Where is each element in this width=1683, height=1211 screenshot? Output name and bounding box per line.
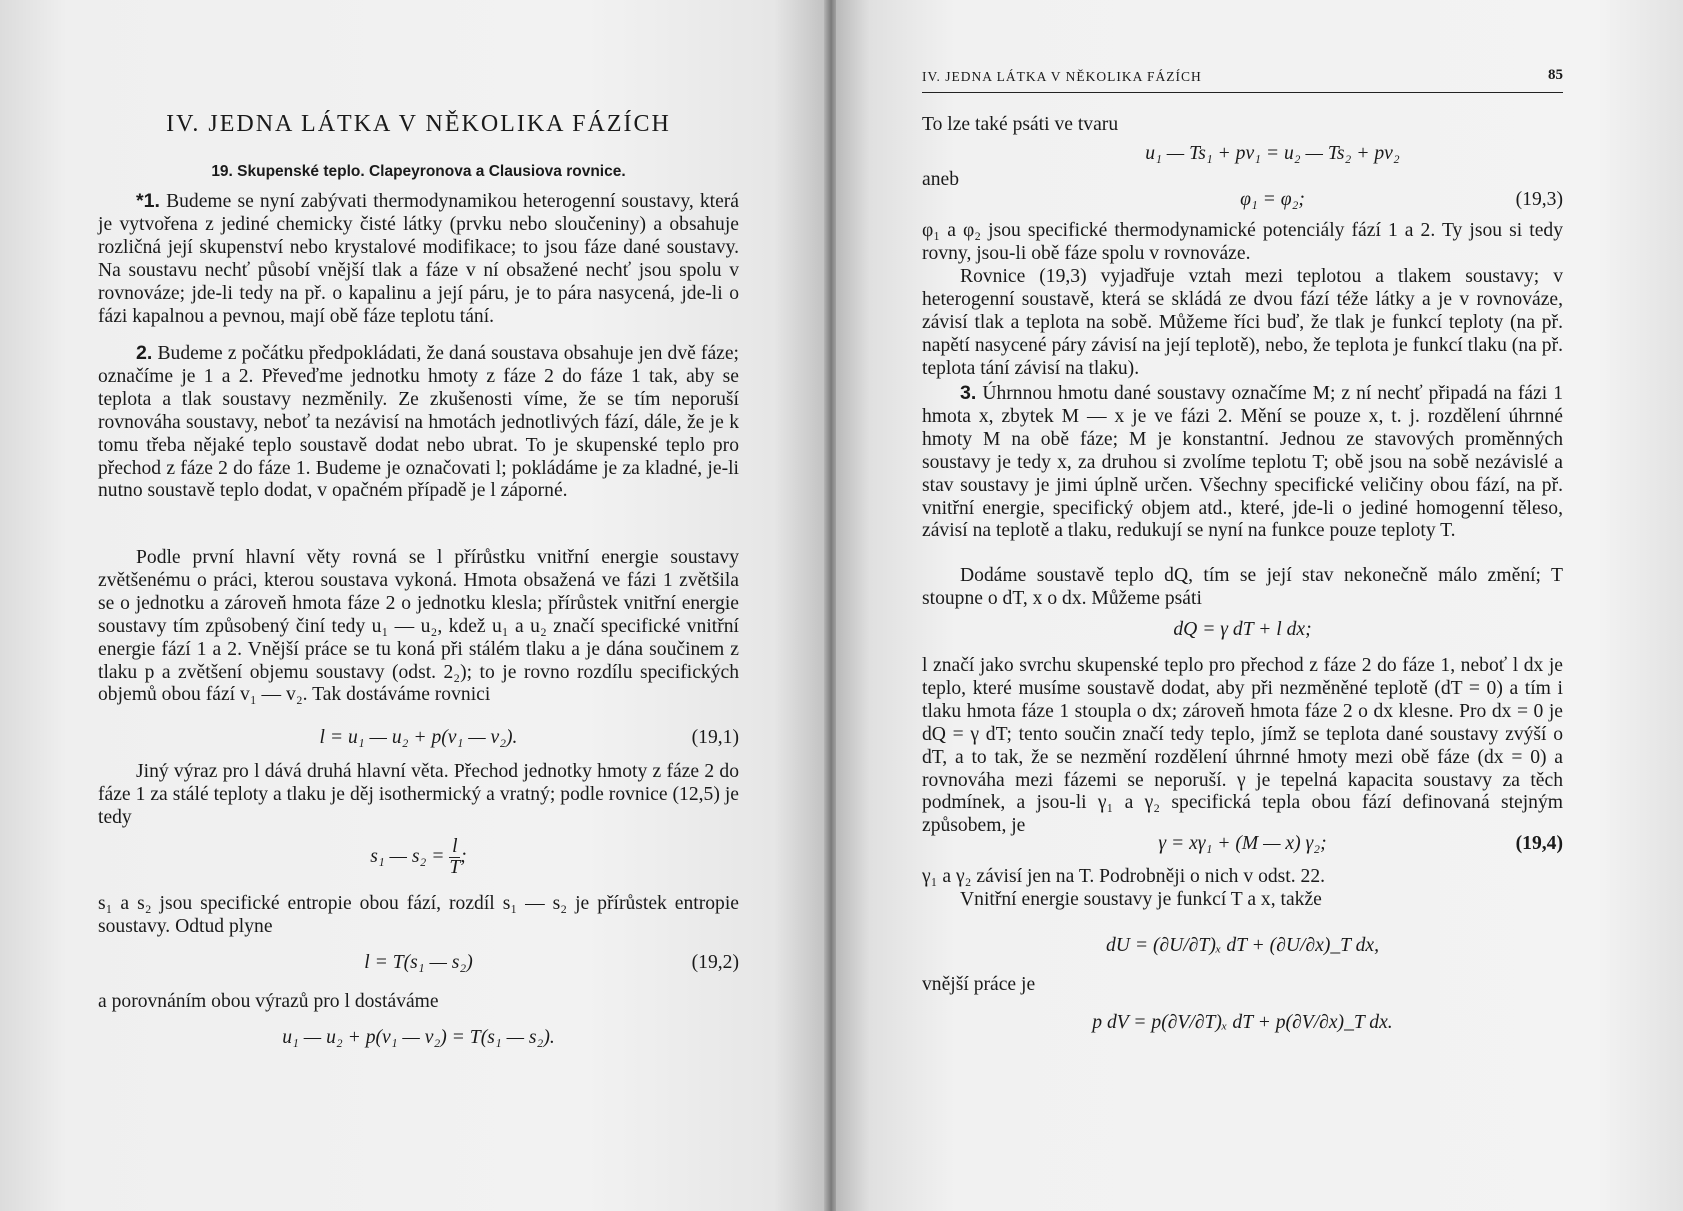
paragraph-r2: φ₁ a φ₂ jsou specifické thermodynamické potenciály fází 1 a 2. Ty jsou si tedy rovny, jsou-li obě fáze spolu v rovnováze. (922, 220, 1563, 264)
paragraph-r8: Vnitřní energie soustavy je funkcí T a x, takže (960, 889, 1322, 910)
equation-19-3: φ₁ = φ₂; (19,3) (1240, 189, 1563, 210)
chapter-title: IV. JEDNA LÁTKA V NĚKOLIKA FÁZÍCH (166, 111, 671, 137)
equation-number: (19,4) (1515, 833, 1563, 854)
paragraph-r3: Rovnice (19,3) vyjadřuje vztah mezi teplotou a tlakem soustavy; v heterogenní soustavě, která se skládá ze dvou fází téže látky a je v rovnováze, závisí tlak a teplota na sobě. Můžeme říci buď, že tlak je funkcí teploty (na př. napětí nasycené páry závisí na její teplotě), nebo, že teplota je funkcí tlaku (na př. teplota tání závisí na tlaku). (922, 266, 1563, 379)
equation-potential-expanded: u₁ — Ts₁ + pv₁ = u₂ — Ts₂ + pv₂ (1145, 143, 1400, 164)
equation-entropy: s₁ — s₂ = $\frac{l}{T}$ ; (370, 836, 467, 878)
section-title: 19. Skupenské teplo. Clapeyronova a Clausiova rovnice. (211, 163, 626, 180)
equation-combined: u₁ — u₂ + p(v₁ — v₂) = T(s₁ — s₂). (282, 1027, 555, 1048)
equation-19-1: l = u₁ — u₂ + p(v₁ — v₂). (19,1) (319, 727, 739, 748)
page-number: 85 (1548, 67, 1563, 83)
paragraph-6: a porovnáním obou výrazů pro l dostáváme (98, 991, 439, 1012)
equation-internal-energy: dU = (∂U/∂T)ₓ dT + (∂U/∂x)_T dx, (1105, 935, 1380, 956)
paragraph-r5: Dodáme soustavě teplo dQ, tím se její stav nekonečně málo změní; T stoupne o dT, x o dx. Můžeme psáti (922, 565, 1563, 609)
equation-number: (19,1) (691, 727, 739, 748)
fraction: $\frac{l}{T}$ (449, 836, 461, 878)
equation-19-4: γ = xγ₁ + (M — x) γ₂; (19,4) (1158, 833, 1563, 854)
paragraph-3: Podle první hlavní věty rovná se l přírůstku vnitřní energie soustavy zvětšenému o práci, kterou soustava vykoná. Hmota obsažená ve fázi 1 zvětšila se o jednotku a zároveň hmota fáze 2 o jednotku klesla; přírůstek vnitřní energie soustavy tím způsobený činí tedy u₁ — u₂, kdež u₁ a u₂ značí specifické vnitřní energie fází 1 a 2. Vnější práce se tu koná při stálém tlaku a je dána součinem z tlaku p a zvětšení objemu soustavy (odst. 2₂); to je rovno rozdílu specifických objemů obou fází v₁ — v₂. Tak dostáváme rovnici (98, 547, 739, 706)
paragraph-r4: 3. Úhrnnou hmotu dané soustavy označíme M; z ní nechť připadá na fázi 1 hmota x, zbytek M — x je ve fázi 2. Mění se pouze x, t. j. rozdělení úhrnné hmoty M na obě fáze; M je konstantní. Jednou ze stavových proměnných soustavy je tedy x, za druhou si zvolíme teplotu T; obě jsou na sobě nezávislé a stav soustavy je jimi úplně určen. Všechny specifické veličiny obou fází, na př. vnitřní energie, specifický objem atd., které, jde-li o jediné homogenní těleso, závisí na teplotě a tlaku, redukují se nyní na funkce pouze teploty T. (922, 382, 1563, 542)
equation-19-2: l = T(s₁ — s₂) (19,2) (364, 952, 739, 973)
equation-number: (19,3) (1515, 189, 1563, 210)
paragraph-2: 2. Budeme z počátku předpokládati, že daná soustava obsahuje jen dvě fáze; označíme je 1 a 2. Převeďme jednotku hmoty z fáze 2 do fáze 1 tak, aby se teplota a tlak soustavy nezměnily. Ze zkušenosti víme, že se tím neporuší rovnováha soustavy, neboť ta nezávisí na hmotách jednotlivých fází, dále, že je k tomu třeba nějaké teplo soustavě dodat nebo ubrat. To je skupenské teplo pro přechod z fáze 2 do fáze 1. Budeme je označovati l; pokládáme je za kladné, je-li nutno soustavě teplo dodat, v opačném případě je l záporné. (98, 342, 739, 502)
paragraph-r1: To lze také psáti ve tvaru (922, 114, 1119, 135)
paragraph-aneb: aneb (922, 169, 959, 190)
paragraph-number: 3. (960, 382, 977, 404)
paragraph-5: s₁ a s₂ jsou specifické entropie obou fází, rozdíl s₁ — s₂ je přírůstek entropie soustavy. Odtud plyne (98, 893, 739, 937)
paragraph-number: *1. (136, 190, 160, 212)
paragraph-number: 2. (136, 342, 153, 364)
equation-number: (19,2) (691, 952, 739, 973)
left-page (0, 0, 832, 1211)
paragraph-r7: γ₁ a γ₂ závisí jen na T. Podrobněji o nich v odst. 22. (922, 866, 1326, 887)
paragraph-1: *1. Budeme se nyní zabývati thermodynamikou heterogenní soustavy, která je vytvořena z jediné chemicky čisté látky (prvku nebo sloučeniny) a obsahuje rozličná její skupenství nebo krystalové modifikace; to jsou fáze dané soustavy. Na soustavu nechť působí vnější tlak a fáze v ní obsažené nechť jsou spolu v rovnováze; jde-li tedy na př. o kapalinu a její páru, je to pára nasycená, jde-li o fázi kapalnou a pevnou, mají obě fáze teplotu tání. (98, 190, 739, 327)
running-header-title: IV. JEDNA LÁTKA V NĚKOLIKA FÁZÍCH (922, 69, 1202, 84)
paragraph-r9: vnější práce je (922, 974, 1036, 995)
right-page (836, 0, 1683, 1211)
running-header (922, 66, 1563, 93)
paragraph-r6: l značí jako svrchu skupenské teplo pro přechod z fáze 2 do fáze 1, neboť l dx je teplo, které musíme soustavě dodat, aby při nezměněné teplotě (dT = 0) a tím i tlaku hmota fáze 1 stoupla o dx; zároveň hmota fáze 2 o dx klesne. Pro dx = 0 je dQ = γ dT; tento součin značí tedy teplo, jímž se teplota dané soustavy zvýší o dT, a to tak, že se nezmění rozdělení úhrnné hmoty mezi obě fáze (dx = 0) a rovnováha mezi fázemi se neporuší. γ je tepelná kapacita soustavy za těch podmínek, a jsou-li γ₁ a γ₂ specifická tepla obou fází definovaná stejným způsobem, je (922, 655, 1563, 837)
paragraph-4: Jiný výraz pro l dává druhá hlavní věta. Přechod jednotky hmoty z fáze 2 do fáze 1 za stálé teploty a tlaku je děj isothermický a vratný; podle rovnice (12,5) je tedy (98, 761, 739, 828)
equation-heat: dQ = γ dT + l dx; (1173, 619, 1312, 640)
equation-work: p dV = p(∂V/∂T)ₓ dT + p(∂V/∂x)_T dx. (1092, 1012, 1393, 1033)
